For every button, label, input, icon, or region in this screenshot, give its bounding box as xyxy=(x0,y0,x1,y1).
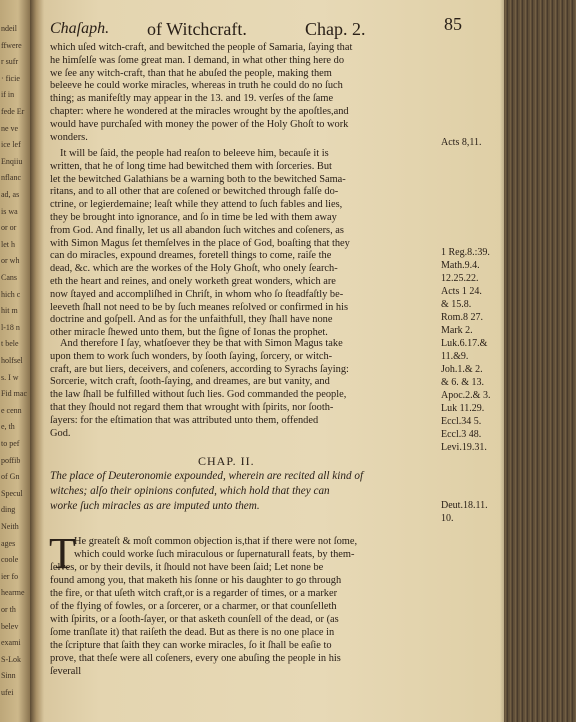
book-page xyxy=(44,0,504,722)
facing-page-text-fragment: hit m xyxy=(1,306,18,316)
text-line: doctrine and goſpell. And as for the unfaithfull, they ſhall have none xyxy=(50,314,333,326)
facing-page-text-fragment: is wa xyxy=(1,206,18,216)
running-head-left: Chaſaph. xyxy=(50,20,110,37)
book-page-edges xyxy=(504,0,576,722)
margin-note: 12.25.22. xyxy=(441,273,479,284)
facing-page-text-fragment: e cenn xyxy=(1,405,22,415)
facing-page-text-fragment: ages xyxy=(1,538,16,548)
text-line: found among you, that maketh his ſonne or his daughter to go through xyxy=(50,575,342,586)
facing-page-text-fragment: or th xyxy=(1,605,16,614)
text-line: can do miracles, expound dreames, foretell things to come, raiſe the xyxy=(50,250,332,262)
text-line: now ſtayed and accompliſhed in Chriſt, in whom who ſo ſteadfaſtly be- xyxy=(50,288,344,300)
book-gutter xyxy=(30,0,44,722)
facing-page-text-fragment: s. I w xyxy=(1,372,19,382)
margin-note: Luk.6.17.& xyxy=(441,338,488,349)
text-line: ritans, and to all other that are coſened or bewitched through falſe do- xyxy=(50,186,339,198)
facing-page-text-fragment: hearme xyxy=(1,588,25,598)
text-line: chapter: where he wondered at the miracles wrought by the apoſtles,and xyxy=(50,106,349,117)
running-head-title: of Witchcraft. xyxy=(147,19,247,39)
margin-note: & 6. & 13. xyxy=(441,377,485,388)
text-line: eth the heart and reines, and onely worketh great wonders, which are xyxy=(50,276,336,287)
margin-note: Math.9.4. xyxy=(441,260,480,271)
facing-page-text-fragment: Fid mac xyxy=(1,389,27,399)
text-line: with ſpirits, or a ſooth-ſayer, or that asketh counſell of the dead, or (as xyxy=(50,614,339,625)
text-line: the law ſhall be fulfilled without ſuch lies. God commanded the people, xyxy=(50,389,347,401)
facing-page-fragment xyxy=(0,0,30,722)
facing-page-text-fragment: ding xyxy=(1,505,16,515)
text-line: And therefore I ſay, whatſoever they be that with Simon Magus take xyxy=(60,338,343,349)
facing-page-text-fragment: holfsel xyxy=(1,356,23,365)
text-line: ctrine, or legierdemaine; leaſt while they attend to ſuch fables and lies, xyxy=(50,199,343,211)
facing-page-text-fragment: ier fo xyxy=(1,571,19,581)
text-line: which could worke ſuch miraculous or ſupernaturall feats, by them- xyxy=(74,549,355,560)
margin-note: Eccl.34 5. xyxy=(441,416,482,427)
margin-note: & 15.8. xyxy=(441,299,472,310)
facing-page-text-fragment: ad, as xyxy=(1,190,20,199)
text-line: ſayers: for the eſtimation that was attributed unto them, offended xyxy=(50,414,319,426)
text-line: worke ſuch miracles as are imputed unto them. xyxy=(50,500,260,512)
facing-page-text-fragment: if in xyxy=(1,90,15,100)
text-line: from God. And finally, let us all abandon ſuch witches and coſeners, as xyxy=(50,224,344,236)
text-line: He greateſt & moſt common objection is,that if there were not ſome, xyxy=(74,536,358,547)
margin-note: 1 Reg.8.:39. xyxy=(441,247,490,258)
text-line: of the flying of fowles, or a ſorcerer, or a charmer, or that counſelleth xyxy=(50,601,337,612)
facing-page-text-fragment: ice lef xyxy=(1,140,21,150)
margin-note: Luk 11.29. xyxy=(441,403,485,414)
text-line: Sorcerie, witch craft, ſooth-ſaying, and dreames, are but vanity, and xyxy=(50,376,330,388)
facing-page-text-fragment: r sufr xyxy=(1,57,19,67)
facing-page-text-fragment: Sinn xyxy=(1,671,16,681)
text-line: prove, that theſe were all coſeners, every one abuſing the people in his xyxy=(50,653,341,664)
facing-page-text-fragment: ne ve xyxy=(1,123,19,133)
facing-page-text-fragment: poffib xyxy=(1,455,21,465)
text-line: the ſcripture that ſaith they can worke miracles, ſo it ſhall be eaſie to xyxy=(50,640,332,651)
facing-page-text-fragment: · ficie xyxy=(1,73,20,83)
running-head-chapter: Chap. 2. xyxy=(305,19,366,39)
text-line: witches; alſo their opinions confuted, which hold that they can xyxy=(50,485,330,497)
facing-page-text-fragment: nflanc xyxy=(1,173,21,183)
margin-note: 11.&9. xyxy=(441,351,469,362)
margin-note: Eccl.3 48. xyxy=(441,429,482,440)
facing-page-text-fragment: or or xyxy=(1,223,17,233)
page-number: 85 xyxy=(444,14,462,34)
text-line: which uſed witch-craft, and bewitched the people of Samaria, ſaying that xyxy=(50,42,353,53)
text-line: ſeverall xyxy=(50,666,82,677)
facing-page-text-fragment: Neith xyxy=(1,522,19,531)
text-line: The place of Deuteronomie expounded, wherein are recited all kind of xyxy=(50,470,364,482)
margin-note: Joh.1.& 2. xyxy=(441,364,483,375)
text-line: he himſelſe was ſome great man. I demand, in what other thing here do xyxy=(50,54,345,66)
text-line: written, that he of long time had bewitched them with ſorceries. But xyxy=(50,160,332,172)
text-line: It will be ſaid, the people had reaſon to beleeve him, becauſe it is xyxy=(60,148,329,159)
text-line: ſelves, or by their devils, it ſhould not have been ſaid; Let none be xyxy=(50,562,324,573)
text-line: we ſee any witch-craft, than that he abuſed the people, making them xyxy=(50,67,332,79)
margin-note: Rom.8 27. xyxy=(441,312,483,323)
text-line: upon them to work ſuch wonders, by ſooth ſaying, ſorcery, or witch- xyxy=(50,350,333,362)
facing-page-text-fragment: ndeil xyxy=(1,24,17,33)
margin-note: 10. xyxy=(441,513,454,524)
margin-note: Mark 2. xyxy=(441,325,473,336)
facing-page-text-fragment: l-18 n xyxy=(1,322,20,332)
facing-page-text-fragment: hich c xyxy=(1,289,21,299)
margin-note: Apoc.2.& 3. xyxy=(441,390,491,401)
facing-page-text-fragment: t bele xyxy=(1,339,19,349)
margin-note: Levi.19.31. xyxy=(441,442,487,453)
text-line: wonders. xyxy=(50,131,88,143)
margin-note: Acts 1 24. xyxy=(441,286,482,297)
facing-page-text-fragment: ufei xyxy=(1,688,14,697)
text-line: with Simon Magus ſet themſelves in the place of God, boaſting that they xyxy=(50,237,350,249)
text-line: ſome tranſlate it) that raiſeth the dead. But as there is no one place in xyxy=(50,627,335,638)
text-line: dead, &c. which are the workes of the Holy Ghoſt, who onely ſearch- xyxy=(50,263,338,275)
facing-page-text-fragment: of Gn xyxy=(1,472,20,482)
text-line: the fire, or that uſeth witch craft,or is a regarder of times, or a marker xyxy=(50,588,338,599)
text-line: other miracle ſhewed unto them, but the ſigne of Ionas the prophet. xyxy=(50,327,328,339)
facing-page-text-fragment: to pef xyxy=(1,439,20,448)
text-line: craft, are but liers, deceivers, and coſeners, according to Syrachs ſaying: xyxy=(50,363,349,375)
facing-page-text-fragment: Specul xyxy=(1,488,23,498)
facing-page-text-fragment: let h xyxy=(1,239,15,249)
margin-note: Deut.18.11. xyxy=(441,500,488,511)
facing-page-text-fragment: ffwere xyxy=(1,40,22,50)
text-line: would have purchaſed with money the power of the Holy Ghoſt to work xyxy=(50,118,349,130)
facing-page-text-fragment: fede Er xyxy=(1,107,25,116)
facing-page-text-fragment: exami xyxy=(1,638,21,648)
chapter-heading: CHAP. II. xyxy=(198,454,255,468)
text-line: that they ſhould not regard them that wrought with ſpirits, nor ſooth- xyxy=(50,402,334,413)
margin-note: Acts 8,11. xyxy=(441,137,482,148)
text-line: they be brought into ignorance, and ſo in time be led with them away xyxy=(50,212,337,223)
text-line: let the bewitched Galathians be a warning both to the bewitched Sama- xyxy=(50,173,346,185)
text-line: beleeve he could worke miracles, whereas in truth he could do no ſuch xyxy=(50,80,343,92)
text-line: God. xyxy=(50,427,71,439)
facing-page-text-fragment: Cans xyxy=(1,273,17,282)
facing-page-text-fragment: belev xyxy=(1,621,19,631)
text-line: thing; as manifeſtly may appear in the 13. and 19. verſes of the ſame xyxy=(50,93,334,105)
facing-page-text-fragment: S-Lok xyxy=(1,654,21,664)
facing-page-text-fragment: Enqiiu xyxy=(1,156,23,166)
drop-cap: T xyxy=(49,529,76,578)
facing-page-text-fragment: coole xyxy=(1,555,19,565)
facing-page-text-fragment: e, th xyxy=(1,422,15,432)
text-line: leeveth ſhall not need to be by ſuch meanes reſolved or confirmed in his xyxy=(50,301,349,313)
facing-page-text-fragment: or wh xyxy=(1,256,20,266)
